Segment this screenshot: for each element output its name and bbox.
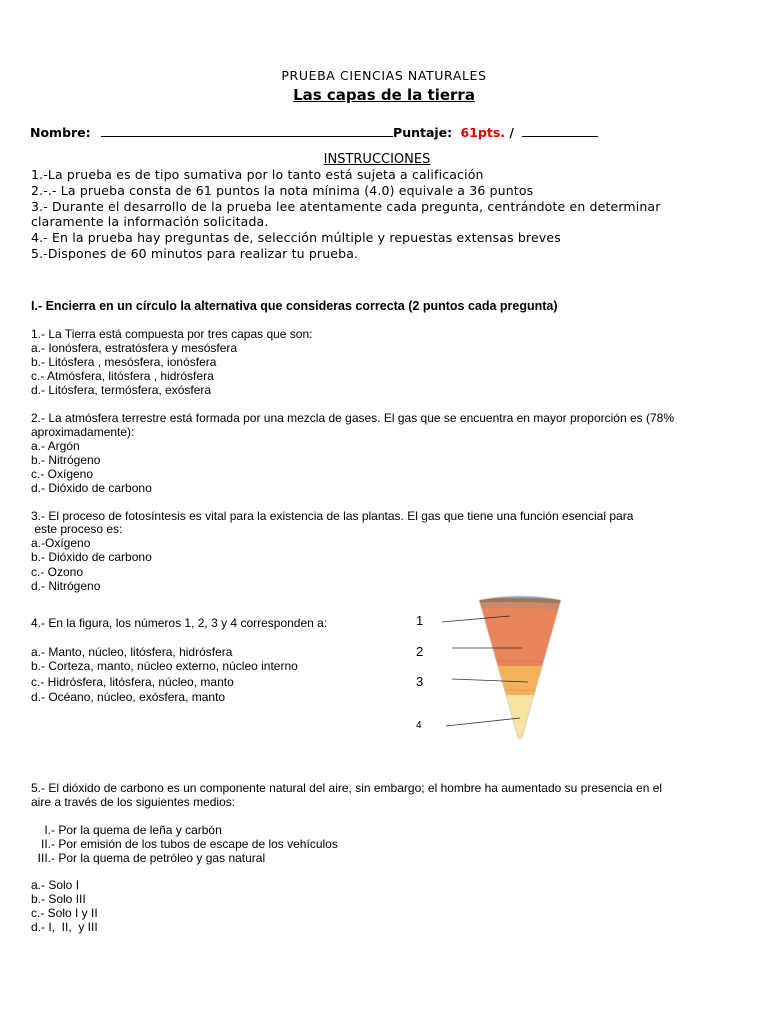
question-4-option-b[interactable]: b.- Corteza, manto, núcleo externo, núcleo interno [31, 659, 298, 673]
question-1-option-d[interactable]: d.- Litósfera, termósfera, exósfera [31, 383, 212, 397]
score-blank[interactable] [522, 124, 598, 137]
question-3-option-a[interactable]: a.-Oxígeno [31, 536, 91, 550]
section-title: I.- Encierra en un círculo la alternativa que consideras correcta (2 puntos cada pregunta) [31, 299, 558, 313]
question-3-text: 3.- El proceso de fotosíntesis es vital para la existencia de las plantas. El gas que tiene una función esencial para [31, 509, 634, 523]
question-3-option-b[interactable]: b.- Dióxido de carbono [31, 550, 152, 564]
question-4-option-d[interactable]: d.- Océano, núcleo, exósfera, manto [31, 690, 226, 704]
figure-label-3: 3 [416, 674, 424, 689]
instruction-line: 1.-La prueba es de tipo sumativa por lo tanto está sujeta a calificación [31, 167, 484, 182]
figure-label-4: 4 [416, 720, 422, 731]
question-3-option-d[interactable]: d.- Nitrógeno [31, 579, 101, 593]
name-label: Nombre: [30, 125, 91, 140]
question-4-text: 4.- En la figura, los números 1, 2, 3 y 4 corresponden a: [31, 616, 328, 630]
question-1-option-c[interactable]: c.- Atmósfera, litósfera , hidrósfera [31, 369, 214, 383]
question-5-text-cont: aire a través de los siguientes medios: [31, 795, 236, 809]
test-title: PRUEBA CIENCIAS NATURALES [281, 68, 487, 83]
question-5-option-a[interactable]: a.- Solo I [31, 878, 80, 892]
question-5-option-c[interactable]: c.- Solo I y II [31, 906, 98, 920]
question-5-option-b[interactable]: b.- Solo III [31, 892, 86, 906]
question-2-option-a[interactable]: a.- Argón [31, 439, 80, 453]
question-2-option-d[interactable]: d.- Dióxido de carbono [31, 481, 152, 495]
question-2-option-c[interactable]: c.- Oxígeno [31, 467, 94, 481]
instruction-line: 3.- Durante el desarrollo de la prueba lee atentamente cada pregunta, centrándote en determinar [31, 199, 661, 214]
question-5-statement-1: I.- Por la quema de leña y carbón [31, 823, 222, 837]
question-5-statement-3: III.- Por la quema de petróleo y gas natural [31, 851, 266, 865]
question-5-option-d[interactable]: d.- I, II, y III [31, 920, 98, 934]
test-subtitle: Las capas de la tierra [293, 86, 475, 104]
question-3-text-cont: este proceso es: [31, 522, 123, 536]
figure-label-2: 2 [416, 644, 424, 659]
instruction-line: claramente la información solicitada. [31, 214, 269, 229]
leader-line-4 [446, 718, 520, 726]
outer-core-boundary [410, 690, 590, 695]
score-value: 61pts. [460, 125, 506, 140]
question-1-text: 1.- La Tierra está compuesta por tres capas que son: [31, 327, 313, 341]
instruction-line: 4.- En la prueba hay preguntas de, selección múltiple y repuestas extensas breves [31, 230, 561, 245]
name-blank[interactable] [101, 124, 393, 137]
score-label: Puntaje: [393, 125, 453, 140]
earth-layers-figure [410, 590, 590, 750]
question-1-option-b[interactable]: b.- Litósfera , mesósfera, ionósfera [31, 355, 217, 369]
question-4-option-a[interactable]: a.- Manto, núcleo, litósfera, hidrósfera [31, 645, 233, 659]
question-2-option-b[interactable]: b.- Nitrógeno [31, 453, 101, 467]
question-3-option-c[interactable]: c.- Ozono [31, 565, 84, 579]
figure-label-1: 1 [416, 613, 424, 628]
instructions-title: INSTRUCCIONES [323, 152, 431, 167]
question-1-option-a[interactable]: a.- Ionósfera, estratósfera y mesósfera [31, 341, 238, 355]
question-5-text: 5.- El dióxido de carbono es un componente natural del aire, sin embargo; el hombre ha aumentado su presencia en el [31, 781, 663, 795]
instruction-line: 2.-.- La prueba consta de 61 puntos la nota mínima (4.0) equivale a 36 puntos [31, 183, 534, 198]
student-row [30, 124, 598, 140]
question-5-statement-2: II.- Por emisión de los tubos de escape de los vehículos [31, 837, 338, 851]
question-4-option-c[interactable]: c.- Hidrósfera, litósfera, núcleo, manto [31, 675, 234, 689]
question-2-text: 2.- La atmósfera terrestre está formada por una mezcla de gases. El gas que se encuentra en mayor proporción es (78% [31, 411, 675, 425]
score-separator: / [509, 125, 514, 140]
instruction-line: 5.-Dispones de 60 minutos para realizar tu prueba. [31, 246, 359, 261]
question-2-text-cont: aproximadamente): [31, 425, 135, 439]
